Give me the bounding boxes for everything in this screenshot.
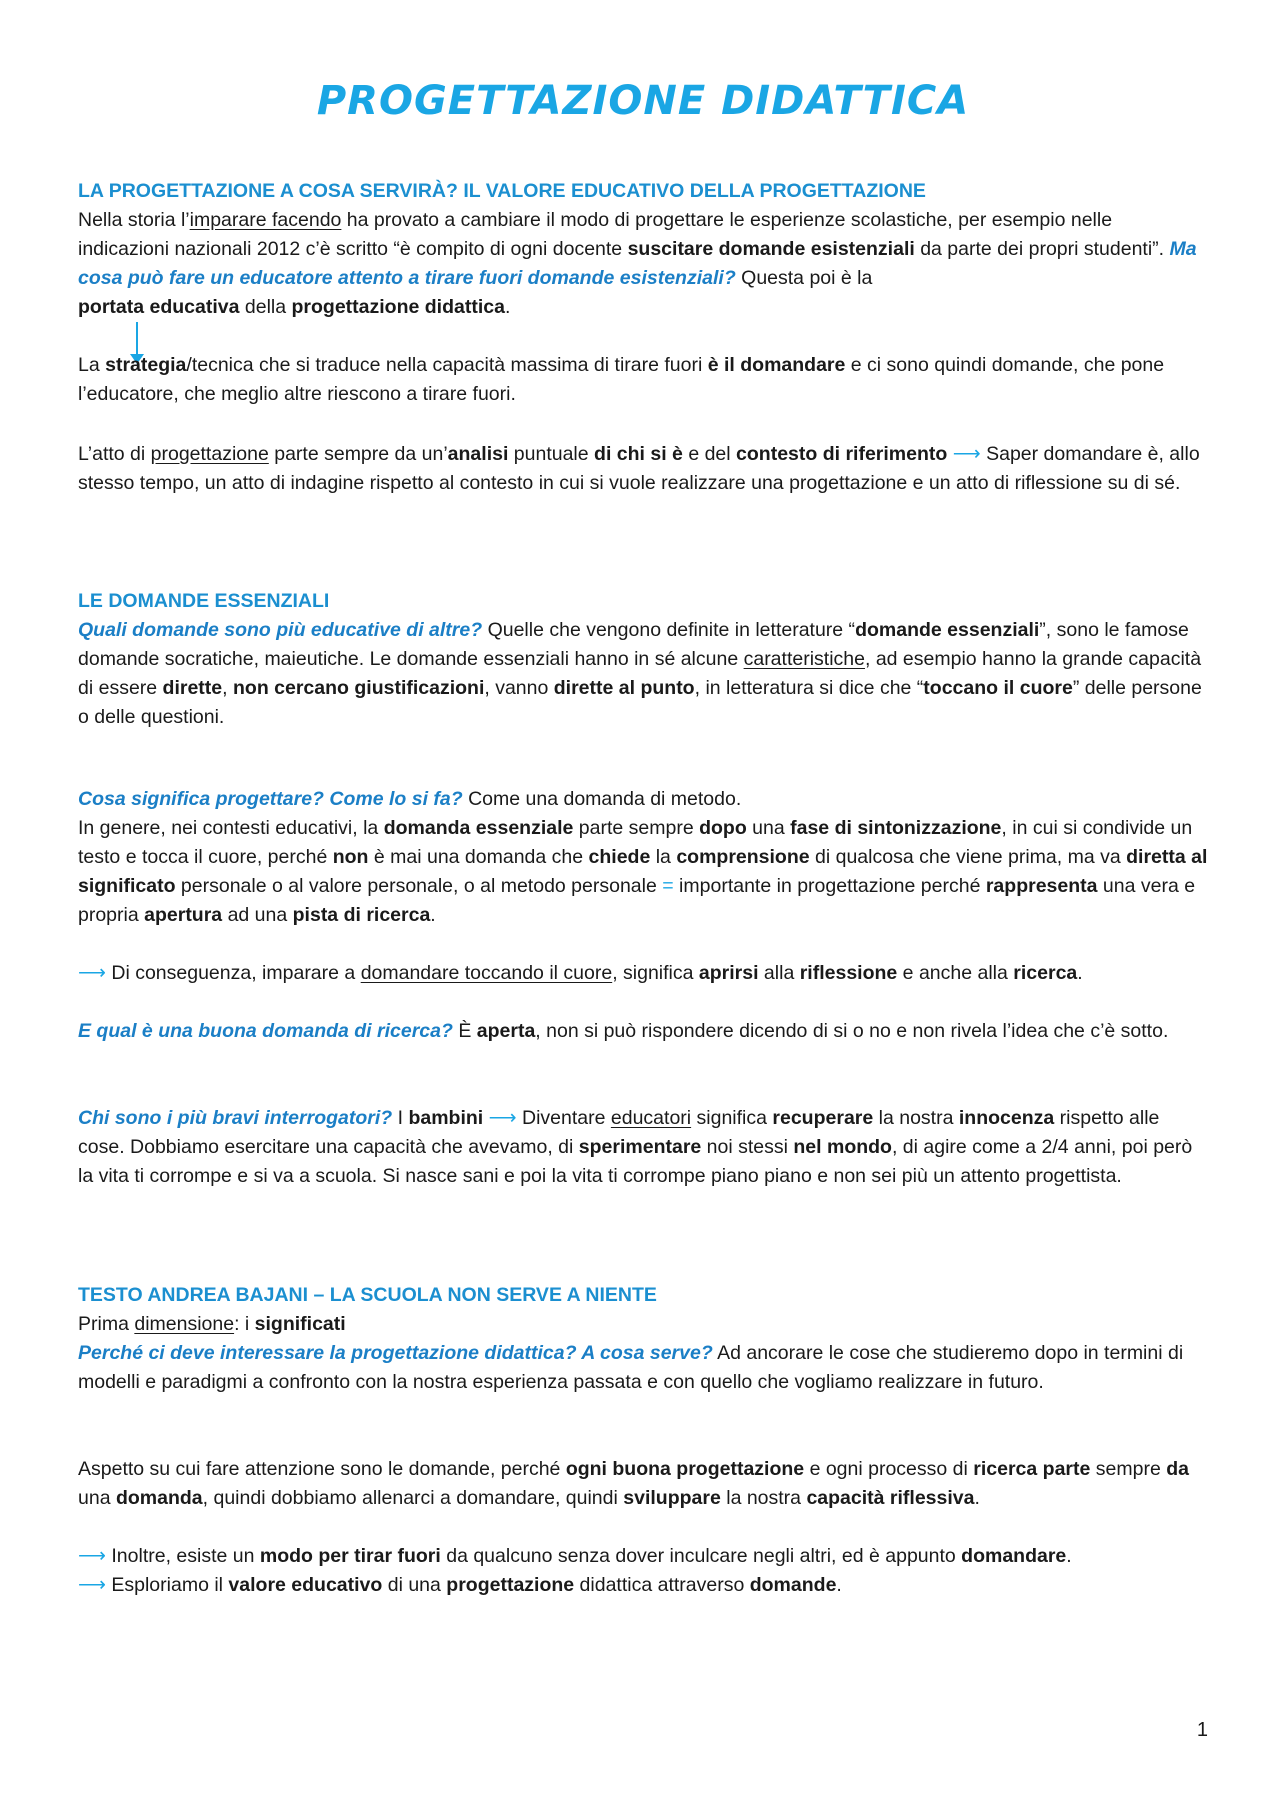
arrow-right-icon: ⟶ (947, 443, 987, 465)
page-number: 1 (1196, 1719, 1208, 1741)
section-heading: LA PROGETTAZIONE A COSA SERVIRÀ? IL VALORE EDUCATIVO DELLA PROGETTAZIONE (78, 180, 926, 202)
arrow-list (78, 1542, 1208, 1600)
paragraph-aspetto-domande: Aspetto su cui fare attenzione sono le domande, perché ogni buona progettazione e ogni processo di ricerca parte sempre da una domanda, quindi dobbiamo allenarci a domandare, quindi sviluppare la nostra capacità riflessiva. (78, 1458, 1189, 1509)
section-heading: TESTO ANDREA BAJANI – LA SCUOLA NON SERVE A NIENTE (78, 1284, 657, 1306)
paragraph-interrogatori: Chi sono i più bravi interrogatori? I bambini ⟶ Diventare educatori significa recuperare la nostra innocenza rispetto alle cose. Dobbiamo esercitare una capacità che avevamo, di sperimentare noi stessi nel mondo, di agire come a 2/4 anni, poi però la vita ti corrompe e si va a scuola. Si nasce sani e poi la vita ti corrompe piano piano e non sei più un attento progettista. (78, 1107, 1193, 1187)
arrow-right-icon: ⟶ (78, 962, 112, 984)
page-title: PROGETTAZIONE DIDATTICA (316, 78, 970, 124)
section-heading: LE DOMANDE ESSENZIALI (78, 590, 330, 612)
section-testo-bajani: TESTO ANDREA BAJANI – LA SCUOLA NON SERVE A NIENTE Prima dimensione: i significati Perché ci deve interessare la progettazione didattica? A cosa serve? Ad ancorare le cose che studieremo dopo in termini di modelli e paradigmi a confronto con la nostra esperienza passata e con quello che vogliamo realizzare in futuro. (78, 1281, 1208, 1397)
paragraph-conseguenza: ⟶ Di conseguenza, imparare a domandare toccando il cuore, significa aprirsi alla riflessione e anche alla ricerca. (78, 962, 1083, 984)
paragraph-strategia: La strategia/tecnica che si traduce nella capacità massima di tirare fuori è il domandare e ci sono quindi domande, che pone l’educatore, che meglio altre riescono a tirare fuori. (78, 354, 1165, 405)
list-item: ⟶ Inoltre, esiste un modo per tirar fuori da qualcuno senza dover inculcare negli altri, ed è appunto domandare. (78, 1545, 1072, 1567)
arrow-right-icon: ⟶ (483, 1107, 523, 1129)
paragraph-domanda-ricerca: E qual è una buona domanda di ricerca? È aperta, non si può rispondere dicendo di si o no e non rivela l’idea che c’è sotto. (78, 1020, 1169, 1042)
paragraph: Quali domande sono più educative di altre? Quelle che vengono definite in letterature “domande essenziali”, sono le famose domande socratiche, maieutiche. Le domande essenziali hanno in sé alcune caratteristiche, ad esempio hanno la grande capacità di essere dirette, non cercano giustificazioni, vanno dirette al punto, in letteratura si dice che “toccano il cuore” delle persone o delle questioni. (78, 619, 1202, 728)
section-domande-essenziali (78, 587, 1208, 732)
section-cosa-significa-progettare: Cosa significa progettare? Come lo si fa? Come una domanda di metodo. In genere, nei contesti educativi, la domanda essenziale parte sempre dopo una fase di sintonizzazione, in cui si condivide un testo e tocca il cuore, perché non è mai una domanda che chiede la comprensione di qualcosa che viene prima, ma va diretta al significato personale o al valore personale, o al metodo personale = importante in progettazione perché rappresenta una vera e propria apertura ad una pista di ricerca. (78, 788, 1208, 926)
paragraph-atto-progettazione: L’atto di progettazione parte sempre da un’analisi puntuale di chi si è e del contesto di riferimento ⟶ Saper domandare è, allo stesso tempo, un atto di indagine rispetto al contesto in cui si vuole realizzare una progettazione e un atto di riflessione su di sé. (78, 443, 1200, 494)
paragraph: Nella storia l’imparare facendo ha provato a cambiare il modo di progettare le esperienze scolastiche, per esempio nelle indicazioni nazionali 2012 c’è scritto “è compito di ogni docente suscitare domande esistenziali da parte dei propri studenti”. Ma cosa può fare un educatore attento a tirare fuori domande esistenziali? Questa poi è la portata educativa della progettazione didattica. (78, 209, 1197, 318)
arrow-right-icon: ⟶ (78, 1574, 112, 1596)
section-progettazione-valore (78, 177, 1208, 322)
list-item: ⟶ Esploriamo il valore educativo di una progettazione didattica attraverso domande. (78, 1574, 842, 1596)
question-highlight: Ma cosa può fare un educatore attento a tirare fuori domande esistenziali? (78, 238, 1197, 289)
arrow-right-icon: ⟶ (78, 1545, 112, 1567)
